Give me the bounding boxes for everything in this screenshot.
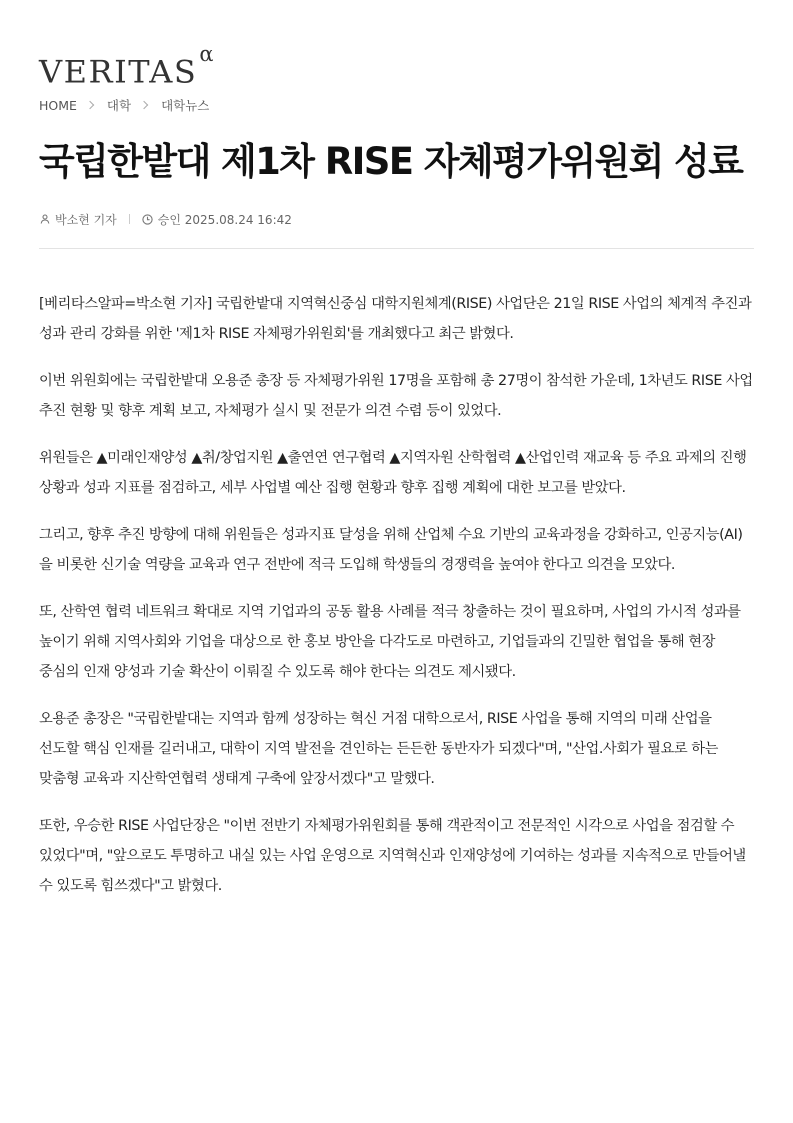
meta-divider xyxy=(129,214,130,224)
article-paragraph: 이번 위원회에는 국립한밭대 오용준 총장 등 자체평가위원 17명을 포함해 총 27명이 참석한 가운데, 1차년도 RISE 사업 추진 현황 및 향후 계획 보고, 자체평가 실시 및 전문가 의견 수렴 등이 있었다. xyxy=(39,373,753,419)
logo-alpha-mark: α xyxy=(199,42,214,66)
article-meta xyxy=(39,210,292,228)
article-body xyxy=(39,289,755,918)
logo-wordmark: VERITAS xyxy=(39,53,198,91)
breadcrumb-university-news[interactable]: 대학뉴스 xyxy=(161,98,210,113)
author-name[interactable]: 박소현 기자 xyxy=(55,212,117,227)
chevron-right-icon xyxy=(140,101,148,109)
article-paragraph: 위원들은 ▲미래인재양성 ▲취/창업지원 ▲출연연 연구협력 ▲지역자원 산학협력 ▲산업인력 재교육 등 주요 과제의 진행 상황과 성과 지표를 점검하고, 세부 사업별 예산 집행 현황과 향후 집행 계획에 대한 보고를 받았다. xyxy=(39,450,747,496)
clock-icon xyxy=(142,213,154,225)
publish-datetime: 승인 2025.08.24 16:42 xyxy=(157,212,292,227)
chevron-right-icon xyxy=(86,101,94,109)
header-divider xyxy=(39,248,754,249)
breadcrumb-home[interactable]: HOME xyxy=(39,97,77,113)
article-paragraph: [베리타스알파=박소현 기자] 국립한밭대 지역혁신중심 대학지원체계(RISE) 사업단은 21일 RISE 사업의 체계적 추진과 성과 관리 강화를 위한 '제1차 RISE 자체평가위원회'를 개최했다고 최근 밝혔다. xyxy=(39,296,752,342)
site-logo[interactable] xyxy=(39,44,214,90)
article-title: 국립한밭대 제1차 RISE 자체평가위원회 성료 xyxy=(39,140,743,183)
article-paragraph: 또한, 우승한 RISE 사업단장은 "이번 전반기 자체평가위원회를 통해 객관적이고 전문적인 시각으로 사업을 점검할 수 있었다"며, "앞으로도 투명하고 내실 있는 사업 운영으로 지역혁신과 인재양성에 기여하는 성과를 지속적으로 만들어낼 수 있도록 힘쓰겠다"고 밝혔다. xyxy=(39,818,746,894)
article-paragraph: 그리고, 향후 추진 방향에 대해 위원들은 성과지표 달성을 위해 산업체 수요 기반의 교육과정을 강화하고, 인공지능(AI)을 비롯한 신기술 역량을 교육과 연구 전반에 적극 도입해 학생들의 경쟁력을 높여야 한다고 의견을 모았다. xyxy=(39,527,743,573)
person-icon xyxy=(39,213,51,225)
article-paragraph: 또, 산학연 협력 네트워크 확대로 지역 기업과의 공동 활용 사례를 적극 창출하는 것이 필요하며, 사업의 가시적 성과를 높이기 위해 지역사회와 기업을 대상으로 한 홍보 방안을 다각도로 마련하고, 기업들과의 긴밀한 협업을 통해 현장 중심의 인재 양성과 기술 확산이 이뤄질 수 있도록 해야 한다는 의견도 제시됐다. xyxy=(39,604,741,680)
article-paragraph: 오용준 총장은 "국립한밭대는 지역과 함께 성장하는 혁신 거점 대학으로서, RISE 사업을 통해 지역의 미래 산업을 선도할 핵심 인재를 길러내고, 대학이 지역 발전을 견인하는 든든한 동반자가 되겠다"며, "산업.사회가 필요로 하는 맞춤형 교육과 지산학연협력 생태계 구축에 앞장서겠다"고 말했다. xyxy=(39,711,718,787)
breadcrumb-university[interactable]: 대학 xyxy=(106,98,132,113)
breadcrumb xyxy=(39,96,209,114)
